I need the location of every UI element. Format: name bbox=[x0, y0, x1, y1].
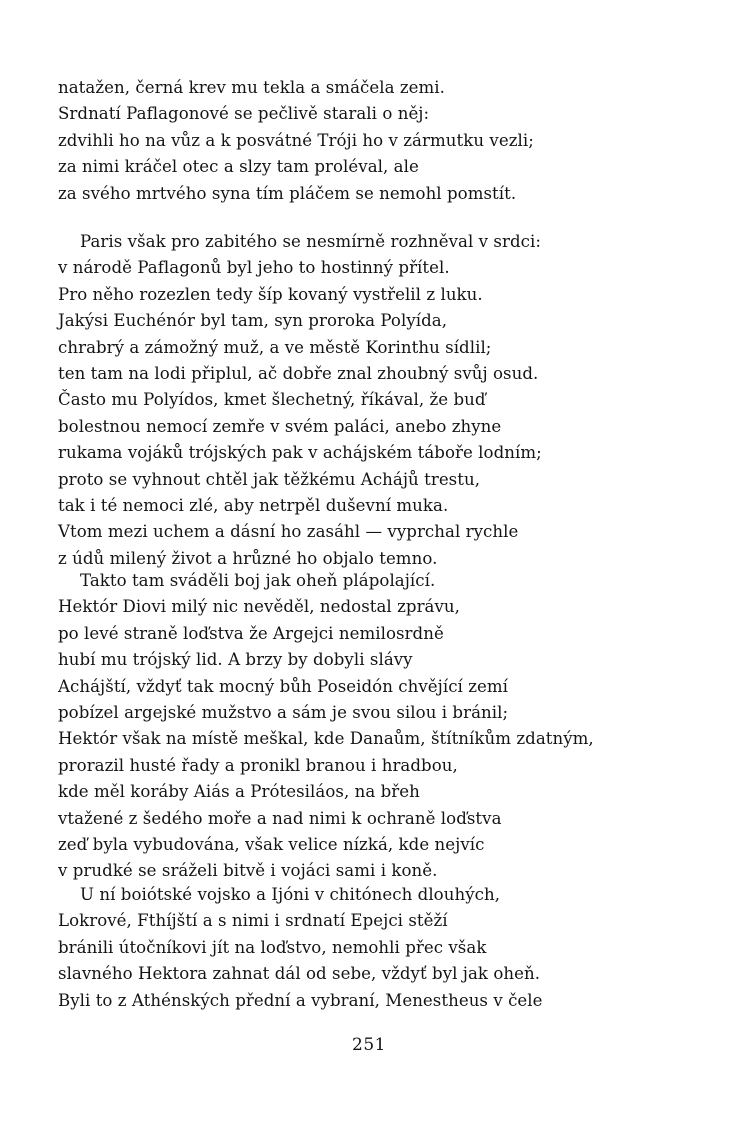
verse-line: Hektór Diovi milý nic nevěděl, nedostal zprávu, bbox=[58, 597, 460, 617]
verse-line: z údů milený život a hrůzné ho objalo temno. bbox=[58, 548, 438, 568]
verse-line: bránili útočníkovi jít na loďstvo, nemohli přec však bbox=[58, 937, 487, 957]
verse-line: v prudké se sráželi bitvě i vojáci sami i koně. bbox=[58, 861, 438, 881]
verse-line: Byli to z Athénských přední a vybraní, Menestheus v čele bbox=[58, 990, 543, 1010]
verse-line: rukama vojáků trójských pak v achájském táboře lodním; bbox=[58, 443, 542, 463]
stanza bbox=[58, 75, 730, 207]
verse-line: natažen, černá krev mu tekla a smáčela zemi. bbox=[58, 78, 445, 97]
verse-line: Paris však pro zabitého se nesmírně rozhněval v srdci: bbox=[80, 232, 541, 251]
stanza bbox=[58, 882, 730, 1014]
verse-line: pobízel argejské mužstvo a sám je svou silou i bránil; bbox=[58, 703, 509, 723]
verse-line: Pro něho rozezlen tedy šíp kovaný vystřelil z luku. bbox=[58, 284, 483, 304]
verse-line: slavného Hektora zahnat dál od sebe, vždyť byl jak oheň. bbox=[58, 964, 541, 984]
verse-line: za svého mrtvého syna tím pláčem se nemohl pomstít. bbox=[58, 183, 517, 203]
verse-line: vtažené z šedého moře a nad nimi k ochraně loďstva bbox=[58, 808, 502, 828]
page-number: 251 bbox=[352, 1035, 386, 1055]
verse-line: Hektór však na místě meškal, kde Danaům, štítníkům zdatným, bbox=[58, 729, 594, 749]
verse-line: Jakýsi Euchénór byl tam, syn proroka Polyída, bbox=[58, 311, 448, 331]
verse-line: Achájští, vždyť tak mocný bůh Poseidón chvějící zemí bbox=[58, 676, 509, 696]
verse-line: Lokrové, Fthíjští a s nimi i srdnatí Epejci stěží bbox=[58, 911, 448, 931]
verse-line: zeď byla vybudována, však velice nízká, kde nejvíc bbox=[58, 835, 485, 855]
verse-line: Srdnatí Paflagonové se pečlivě starali o něj: bbox=[58, 104, 430, 124]
verse-line: chrabrý a zámožný muž, a ve městě Korinthu sídlil; bbox=[58, 337, 492, 357]
verse-line: ten tam na lodi připlul, ač dobře znal zhoubný svůj osud. bbox=[58, 364, 539, 384]
verse-line: prorazil husté řady a pronikl branou i hradbou, bbox=[58, 755, 458, 775]
verse-line: Vtom mezi uchem a dásní ho zasáhl — vyprchal rychle bbox=[58, 522, 519, 542]
verse-line: kde měl koráby Aiás a Prótesiláos, na břeh bbox=[58, 782, 420, 802]
stanza bbox=[58, 568, 730, 885]
verse-line: bolestnou nemocí zemře v svém paláci, anebo zhyne bbox=[58, 416, 502, 436]
verse-line: po levé straně loďstva že Argejci nemilosrdně bbox=[58, 623, 444, 643]
verse-line: U ní boiótské vojsko a Ijóni v chitónech dlouhých, bbox=[80, 885, 501, 904]
verse-line: zdvihli ho na vůz a k posvátné Tróji ho v zármutku vezli; bbox=[58, 130, 534, 150]
verse-line: Často mu Polyídos, kmet šlechetný, říkával, že buď bbox=[58, 390, 486, 410]
stanza bbox=[58, 229, 730, 572]
verse-line: v národě Paflagonů byl jeho to hostinný přítel. bbox=[58, 258, 450, 278]
verse-line: proto se vyhnout chtěl jak těžkému Achájů trestu, bbox=[58, 469, 481, 489]
verse-line: hubí mu trójský lid. A brzy by dobyli slávy bbox=[58, 650, 413, 670]
verse-line: Takto tam sváděli boj jak oheň plápolající. bbox=[80, 571, 436, 590]
verse-line: tak i té nemoci zlé, aby netrpěl duševní muka. bbox=[58, 496, 449, 516]
verse-line: za nimi kráčel otec a slzy tam proléval, ale bbox=[58, 157, 419, 177]
